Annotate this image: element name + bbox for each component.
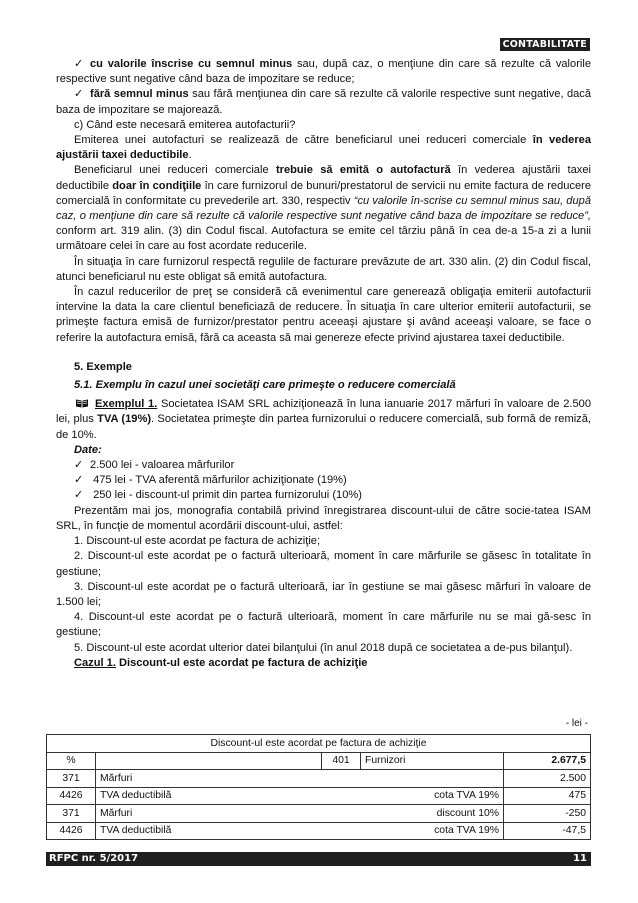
credit-name: Furnizori [361,752,504,770]
paragraph-beneficiar: Beneficiarul unei reduceri comerciale trebuie să emită o autofactură în vederea ajustării taxei deductibile doar în condiţiile în care furnizorul de bunuri/prestatorul de servicii nu emite factura de reducere comercială în conformitate cu prevederile art. 330, respectiv “cu valorile în-scrise cu semnul minus sau, după caz, o menţiune din care să rezulte că valorile respective sunt negative când baza de impozitare se reduce”, conform art. 319 alin. (3) din Codul fiscal. Autofactura se emite cel târziu până în cea de-a 15-a zi a lunii următoare celei în care au fost acordate reducerile. [56,164,591,253]
bullet-no-minus-sign: ✓ fără semnul minus sau fără menţiunea din care să rezulte că valorile respective sunt negative, dacă baza de impozitare se majorează. [56,88,592,116]
debit-name [96,752,322,770]
total-amount: 2.677,5 [504,752,591,770]
table-row: 371 Mărfuri 2.500 [47,770,591,788]
table-title: Discount-ul este acordat pe factura de achiziţie [47,735,591,753]
present-paragraph: Prezentăm mai jos, monografia contabilă privind înregistrarea discount-ului de către socie-tatea ISAM SRL, în funcţie de momentul acordării discount-ului, astfel: [56,504,591,532]
table-title-row [47,735,591,753]
question-c: c) Când este necesară emiterea autofacturii? [74,118,296,131]
data-item: ✓ 2.500 lei - valoarea mărfurilor [56,458,591,473]
unit-label: - lei - [565,718,588,729]
data-item: ✓ 475 lei - TVA aferentă mărfurilor achiziţionate (19%) [56,473,591,488]
checkmark-icon: ✓ [74,489,84,502]
article-body [56,57,591,671]
case-item: 3. Discount-ul este acordat pe o factură ulterioară, iar în gestiune se mai găsesc mărfuri în valoare de 1.500 lei; [56,580,591,608]
checkmark-icon: ✓ [74,88,84,101]
case-item: 1. Discount-ul este acordat pe factura de achiziţie; [74,535,321,548]
accounting-table [46,734,591,840]
case1-heading: Cazul 1. Discount-ul este acordat pe factura de achiziţie [74,656,368,669]
paragraph-reduceri: În cazul reducerilor de preţ se consideră că evenimentul care generează obligaţia emiterii autofacturii intervine la data la care clientul beneficiază de reducere. În situaţia în care ulterior emiterii autofacturii, se primeşte factura emisă de furnizor/prestator pentru aceeaşi ajustare şi având aceeaşi valoare, se face o referire la autofactura emisă, fără ca aceasta să mai genereze efecte privind ajustarea taxei deductibile. [56,286,591,344]
table-row: 4426 TVA deductibilă cota TVA 19% 475 [47,787,591,805]
bullet-minus-sign: ✓ cu valorile înscrise cu semnul minus sau, după caz, o menţiune din care să rezulte că valorile respective sunt negative când baza de impozitare se reduce; [56,58,591,86]
data-item: ✓ 250 lei - discount-ul primit din partea furnizorului (10%) [56,488,591,503]
table-row: 4426 TVA deductibilă cota TVA 19% -47,5 [47,822,591,840]
credit-account: 401 [322,752,361,770]
book-icon [75,398,89,408]
case-item: 2. Discount-ul este acordat pe o factură ulterioară, moment în care mărfurile se găsesc în totalitate în gestiune; [56,550,591,578]
table-header-row [47,752,591,770]
case-item: 4. Discount-ul este acordat pe o factură ulterioară, moment în care mărfurile nu se mai gă-sesc în gestiune; [56,611,591,639]
page-footer [46,852,591,866]
publication-label: RFPC nr. 5/2017 [49,853,139,864]
page-number: 11 [573,853,587,864]
data-heading: Date: [74,443,102,456]
section-tag: CONTABILITATE [500,38,590,51]
example-paragraph: Exemplul 1. Societatea ISAM SRL achiziţionează în luna ianuarie 2017 mărfuri în valoare de 2.500 lei, plus TVA (19%). Societatea primeşte din partea furnizorului o reducere comercială, sub formă de remiză, de 10%. [56,398,591,441]
checkmark-icon: ✓ [74,474,84,487]
checkmark-icon: ✓ [74,58,84,70]
table-row: 371 Mărfuri discount 10% -250 [47,805,591,823]
subsection-title: 5.1. Exemplu în cazul unei societăţi care primeşte o reducere comercială [74,379,456,392]
checkmark-icon: ✓ [74,459,84,472]
section-title: 5. Exemple [74,360,132,373]
paragraph-furnizor: În situaţia în care furnizorul respectă regulile de facturare prevăzute de art. 330 alin. (2) din Codul fiscal, atunci beneficiarul nu este obligat să emită autofactura. [56,255,591,283]
paragraph-emitere: Emiterea unei autofacturi se realizează de către beneficiarul unei reduceri comerciale în vederea ajustării taxei deductibile. [56,134,591,162]
case-item: 5. Discount-ul este acordat ulterior datei bilanţului (în anul 2018 după ce societatea a de-pus bilanţul). [74,641,573,654]
debit-account: % [47,752,96,770]
